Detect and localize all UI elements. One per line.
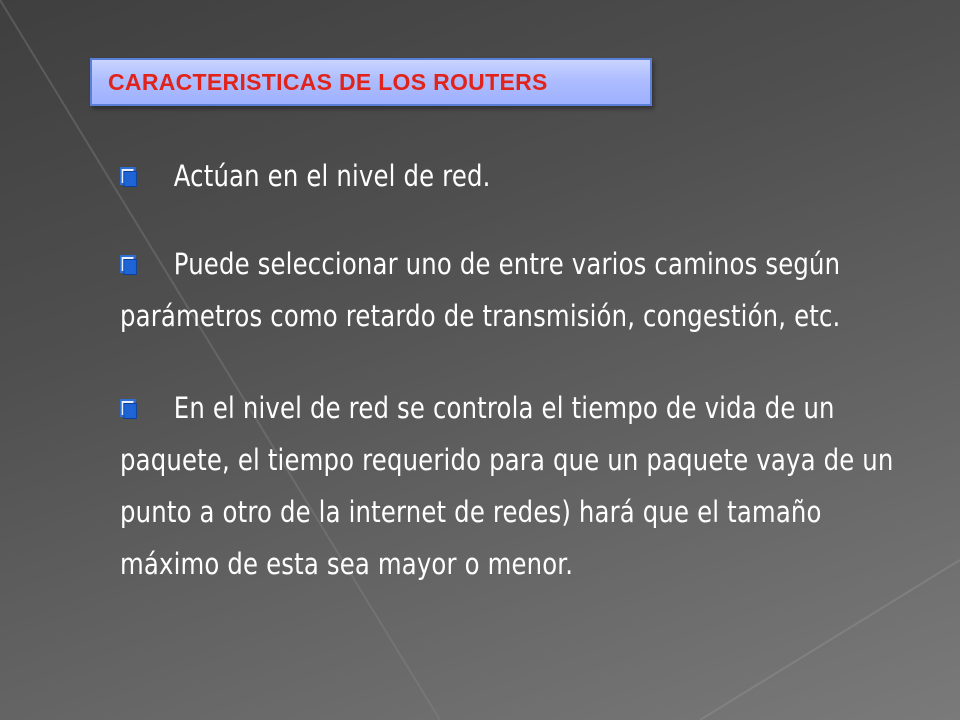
bullet-text: Puede seleccionar uno de entre varios caminos según parámetros como retardo de transmisión, congestión, etc. [120, 247, 841, 333]
slide-title: CARACTERISTICAS DE LOS ROUTERS [108, 68, 548, 95]
bullet-item [120, 382, 920, 590]
square-bullet-icon [120, 167, 137, 187]
square-bullet-icon [120, 255, 137, 275]
bullet-item [120, 150, 920, 202]
title-box [90, 58, 652, 106]
square-bullet-icon [120, 399, 137, 419]
bullet-list [120, 150, 920, 630]
bullet-text: Actúan en el nivel de red. [173, 159, 491, 193]
bullet-text: En el nivel de red se controla el tiempo de vida de un paquete, el tiempo requerido para que un paquete vaya de un punto a otro de la internet de redes) hará que el tamaño máximo de esta sea mayor o menor. [120, 391, 894, 581]
bullet-item [120, 238, 920, 342]
